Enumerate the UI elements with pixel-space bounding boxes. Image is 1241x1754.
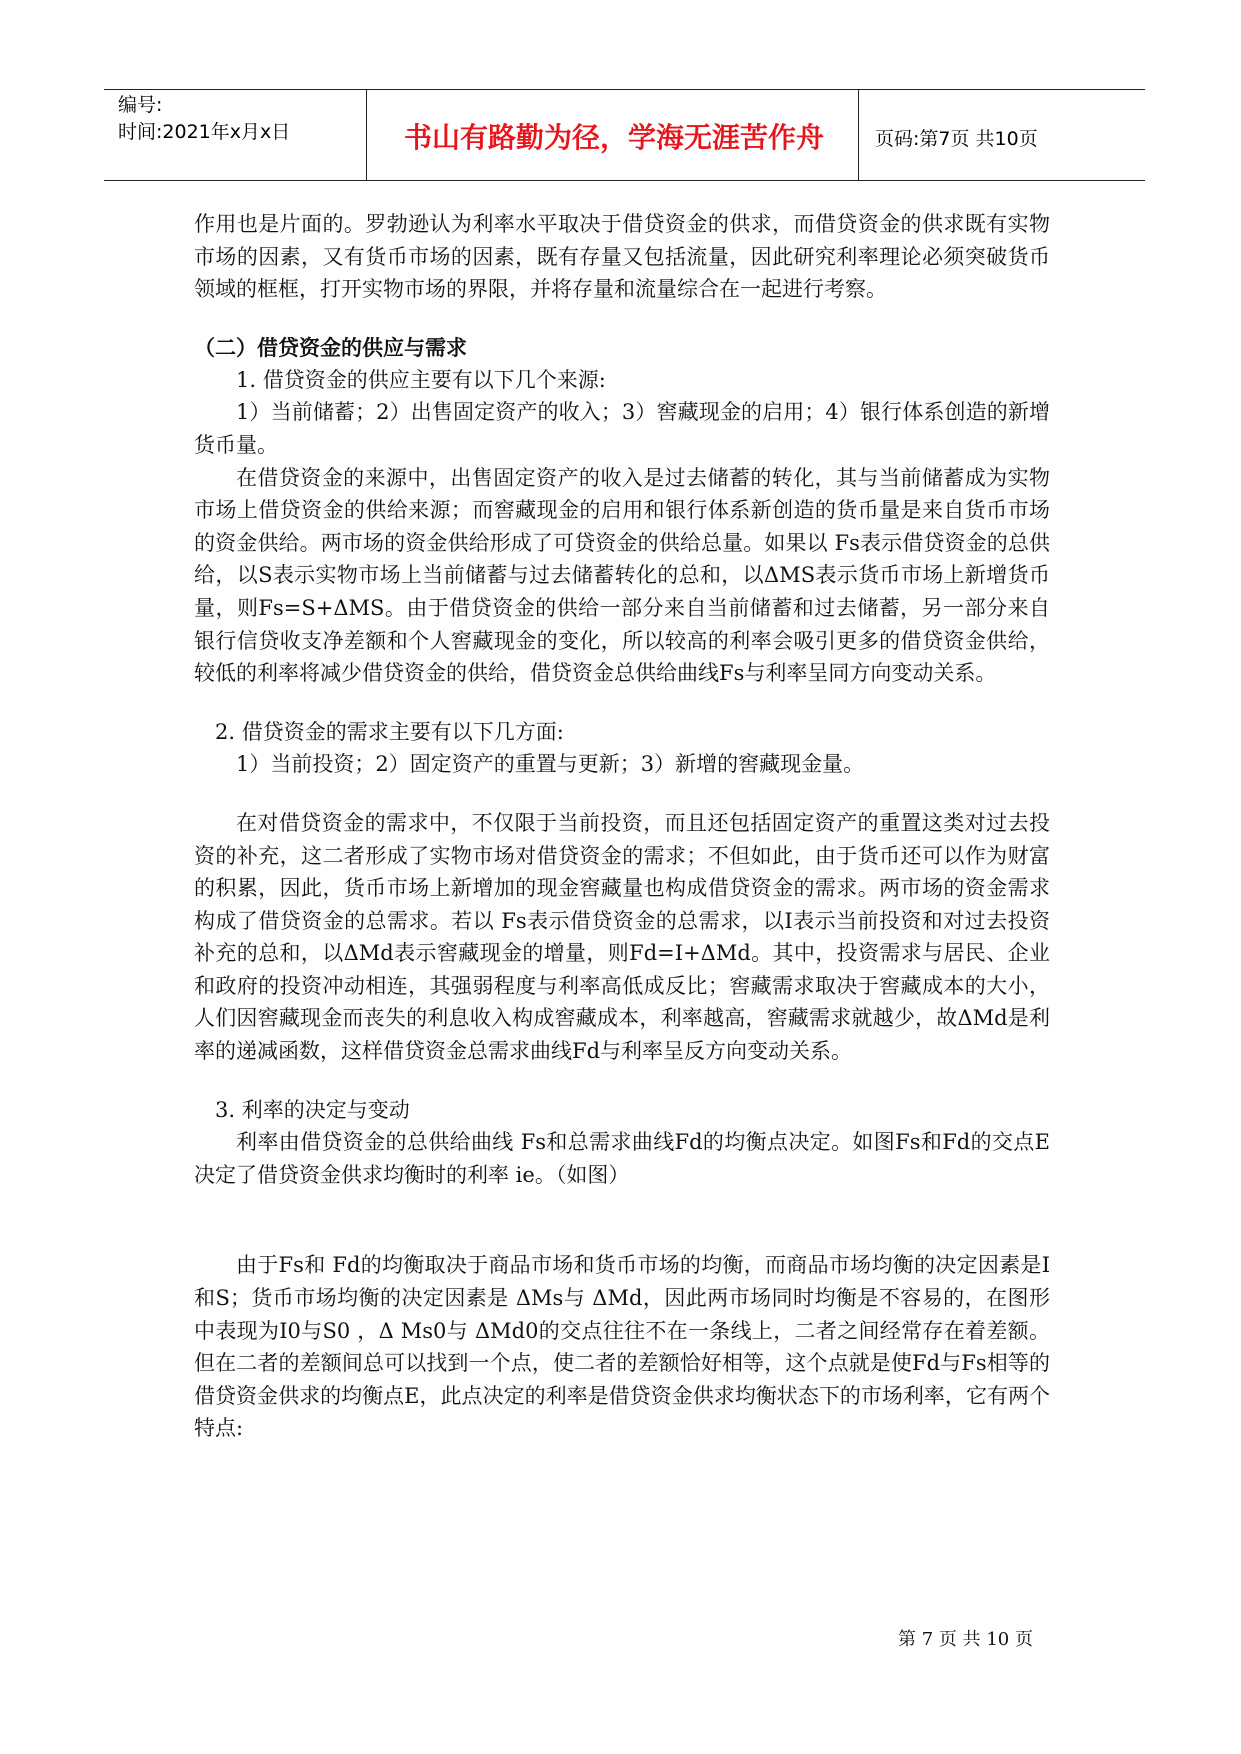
page-footer: 第 7 页 共 10 页 bbox=[898, 1629, 1033, 1650]
supply-list: 1）当前储蓄；2）出售固定资产的收入；3）窖藏现金的启用；4）银行体系创造的新增货币量。 bbox=[194, 400, 1050, 457]
header-top-rule bbox=[104, 89, 1145, 90]
supply-title: 1. 借贷资金的供应主要有以下几个来源: bbox=[236, 367, 606, 392]
paragraph-demand: 在对借贷资金的需求中，不仅限于当前投资，而且还包括固定资产的重置这类对过去投资的补充，这二者形成了实物市场对借贷资金的需求；不但如此，由于货币还可以作为财富的积累，因此，货币市场上新增加的现金窖藏量也构成借贷资金的需求。两市场的资金需求构成了借贷资金的总需求。若以 Fs表示借贷资金的总需求，以I表示当前投资和对过去投资补充的总和，以ΔMd表示窖藏现金的增量，则Fd=I+ΔMd。其中，投资需求与居民、企业和政府的投资冲动相连，其强弱程度与利率高低成反比；窖藏需求取决于窖藏成本的大小，人们因窖藏现金而丧失的利息收入构成窖藏成本，利率越高，窖藏需求就越少，故ΔMd是利率的递减函数，这样借贷资金总需求曲线Fd与利率呈反方向变动关系。 bbox=[194, 810, 1050, 1064]
paragraph-supply: 在借贷资金的来源中，出售固定资产的收入是过去储蓄的转化，其与当前储蓄成为实物市场上借贷资金的供给来源；而窖藏现金的启用和银行体系新创造的货币量是来自货币市场的资金供给。两市场的资金供给形成了可贷资金的供给总量。如果以 Fs表示借贷资金的总供给，以S表示实物市场上当前储蓄与过去储蓄转化的总和，以ΔMS表示货币市场上新增货币量，则Fs=S+ΔMS。由于借贷资金的供给一部分来自当前储蓄和过去储蓄，另一部分来自银行信贷收支净差额和个人窖藏现金的变化，所以较高的利率会吸引更多的借贷资金供给，较低的利率将减少借贷资金的供给，借贷资金总供给曲线Fs与利率呈同方向变动关系。 bbox=[194, 465, 1050, 686]
demand-list: 1）当前投资；2）固定资产的重置与更新；3）新增的窖藏现金量。 bbox=[236, 752, 865, 777]
paragraph-1: 作用也是片面的。罗勃逊认为利率水平取决于借贷资金的供求，而借贷资金的供求既有实物市场的因素，又有货币市场的因素，既有存量又包括流量，因此研究利率理论必须突破货币领域的框框，打开实物市场的界限，并将存量和流量综合在一起进行考察。 bbox=[194, 212, 1050, 302]
rate-title: 3. 利率的决定与变动 bbox=[215, 1097, 410, 1122]
time-label: 时间:2021年x月x日 bbox=[118, 121, 291, 143]
body-content bbox=[194, 208, 1050, 1445]
paragraph-equilibrium: 由于Fs和 Fd的均衡取决于商品市场和货币市场的均衡，而商品市场均衡的决定因素是I和S；货币市场均衡的决定因素是 ΔMs与 ΔMd，因此两市场同时均衡是不容易的，在图形中表现为I0与S0 ，Δ Ms0与 ΔMd0的交点往往不在一条线上，二者之间经常存在着差额。但在二者的差额间总可以找到一个点，使二者的差额恰好相等，这个点就是使Fd与Fs相等的借贷资金供求的均衡点E，此点决定的利率是借贷资金供求均衡状态下的市场利率，它有两个特点: bbox=[194, 1253, 1050, 1441]
number-label: 编号: bbox=[118, 94, 163, 116]
demand-title: 2. 借贷资金的需求主要有以下几方面: bbox=[215, 719, 564, 744]
paragraph-rate: 利率由借贷资金的总供给曲线 Fs和总需求曲线Fd的均衡点决定。如图Fs和Fd的交点E决定了借贷资金供求均衡时的利率 ie。（如图） bbox=[194, 1130, 1050, 1187]
header-bottom-rule bbox=[104, 180, 1145, 181]
header-motto: 书山有路勤为径，学海无涯苦作舟 bbox=[403, 121, 824, 154]
section-heading: （二）借贷资金的供应与需求 bbox=[194, 335, 467, 360]
header-page-label: 页码:第7页 共10页 bbox=[875, 128, 1038, 150]
header-divider-right bbox=[858, 89, 859, 181]
header-left-cell bbox=[118, 92, 368, 146]
